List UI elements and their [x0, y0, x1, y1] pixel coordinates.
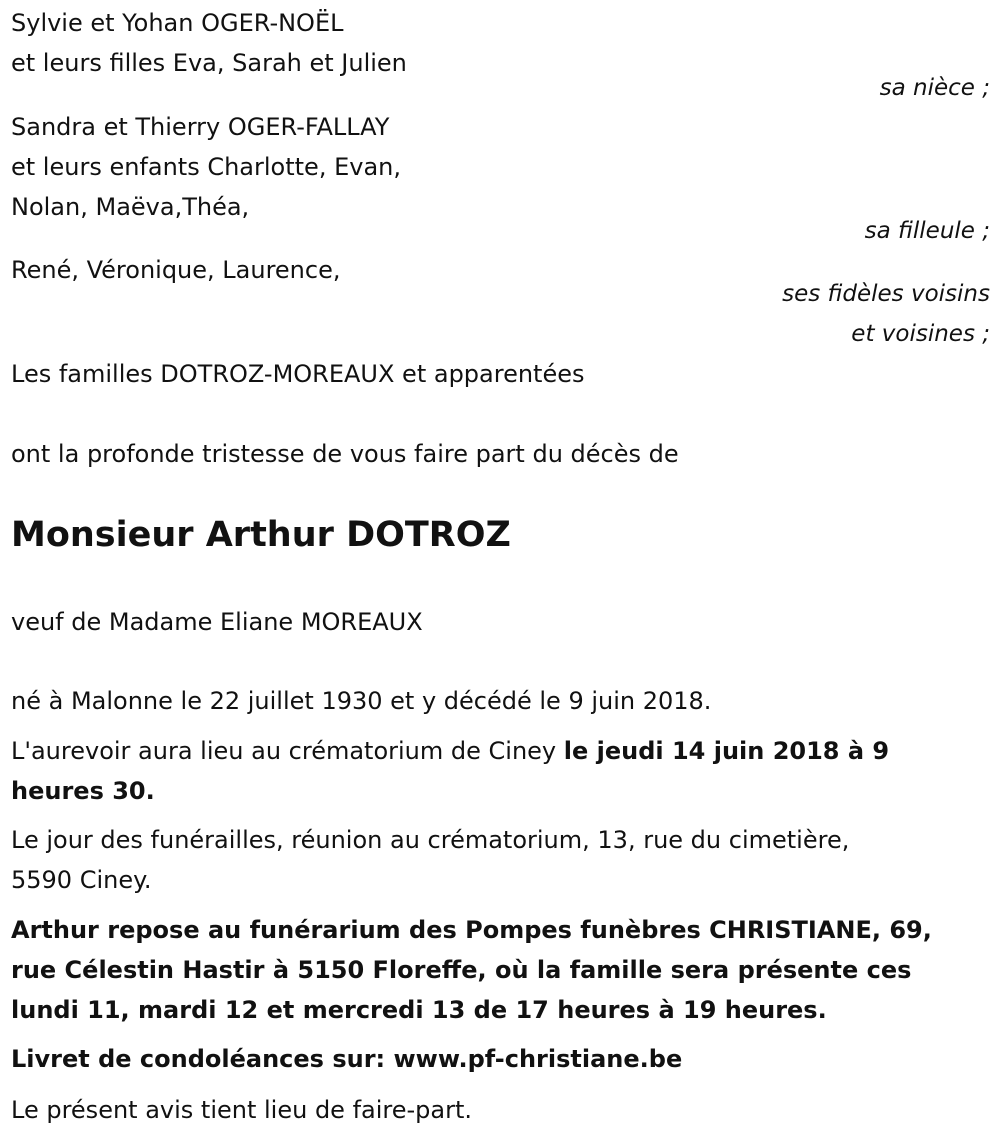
repose-line-1: Arthur repose au funérarium des Pompes funèbres CHRISTIANE, 69, [11, 916, 932, 944]
deceased-name: Monsieur Arthur DOTROZ [11, 515, 511, 555]
ceremony-line-2 [11, 771, 155, 811]
family-3-relation-line-2: et voisines ; [851, 321, 990, 347]
ceremony-line-1 [11, 731, 889, 771]
family-1-line-2: et leurs filles Eva, Sarah et Julien [11, 49, 407, 77]
repose-line-2: rue Célestin Hastir à 5150 Floreffe, où la famille sera présente ces [11, 956, 912, 984]
ceremony-date-line-2: heures 30. [11, 777, 155, 805]
birth-death-line: né à Malonne le 22 juillet 1930 et y décédé le 9 juin 2018. [11, 687, 712, 715]
family-2-line-2: et leurs enfants Charlotte, Evan, [11, 153, 401, 181]
meeting-line-2: 5590 Ciney. [11, 866, 152, 894]
family-3-line-1: René, Véronique, Laurence, [11, 256, 341, 284]
family-3-relation-line-1: ses fidèles voisins [782, 281, 990, 307]
ceremony-date-line-1: le jeudi 14 juin 2018 à 9 [563, 737, 890, 765]
family-2-relation: sa filleule ; [864, 218, 990, 244]
meeting-line-1: Le jour des funérailles, réunion au crématorium, 13, rue du cimetière, [11, 826, 850, 854]
repose-line-3: lundi 11, mardi 12 et mercredi 13 de 17 heures à 19 heures. [11, 996, 827, 1024]
announcement-text: ont la profonde tristesse de vous faire part du décès de [11, 440, 679, 468]
family-2-line-3: Nolan, Maëva,Théa, [11, 193, 250, 221]
condolences-line: Livret de condoléances sur: www.pf-christiane.be [11, 1045, 683, 1073]
ceremony-intro: L'aurevoir aura lieu au crématorium de Ciney [11, 737, 564, 765]
family-1-line-1: Sylvie et Yohan OGER-NOËL [11, 9, 344, 37]
family-1-relation: sa nièce ; [879, 75, 990, 101]
family-4-line-1: Les familles DOTROZ-MOREAUX et apparentées [11, 360, 585, 388]
spouse-line: veuf de Madame Eliane MOREAUX [11, 608, 423, 636]
footer-note: Le présent avis tient lieu de faire-part. [11, 1096, 473, 1124]
family-2-line-1: Sandra et Thierry OGER-FALLAY [11, 113, 390, 141]
